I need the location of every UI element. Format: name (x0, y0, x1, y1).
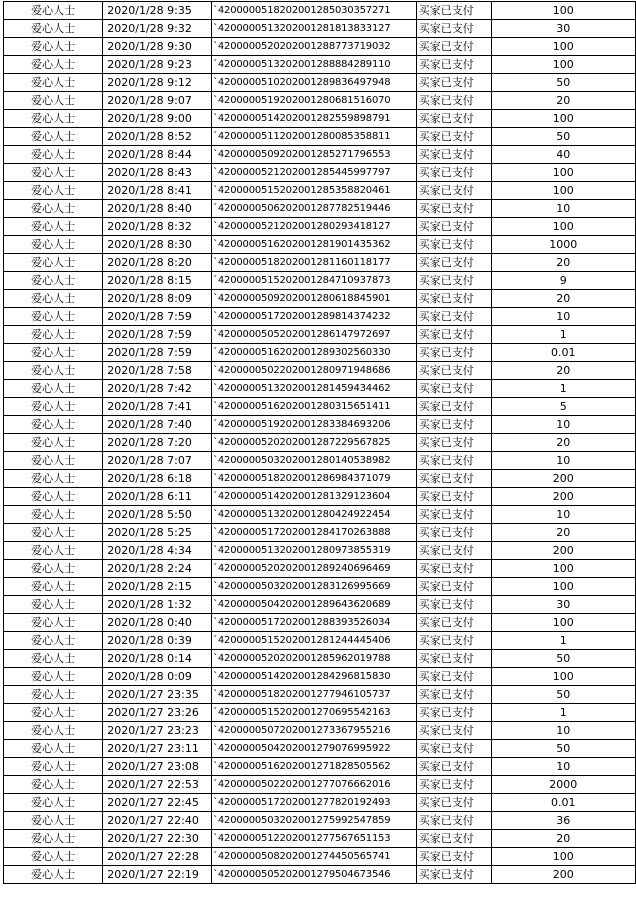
table-row (4, 830, 636, 848)
order-id-cell: `4200000517202001277820192493 (212, 794, 417, 812)
table-row (4, 2, 636, 20)
order-id-cell: `4200000520202001289240696469 (212, 560, 417, 578)
status-cell: 买家已支付 (416, 434, 491, 452)
amount-cell: 50 (491, 686, 635, 704)
time-cell: 2020/1/28 8:40 (103, 200, 212, 218)
order-id-cell: `4200000520202001285962019788 (212, 650, 417, 668)
amount-cell: 100 (491, 668, 635, 686)
order-id-cell: `4200000509202001285271796553 (212, 146, 417, 164)
table-row (4, 812, 636, 830)
time-cell: 2020/1/27 23:23 (103, 722, 212, 740)
donor-name-cell: 爱心人士 (4, 668, 103, 686)
amount-cell: 1000 (491, 236, 635, 254)
order-id-cell: `4200000516202001280315651411 (212, 398, 417, 416)
status-cell: 买家已支付 (416, 20, 491, 38)
amount-cell: 50 (491, 128, 635, 146)
donor-name-cell: 爱心人士 (4, 128, 103, 146)
donor-name-cell: 爱心人士 (4, 578, 103, 596)
time-cell: 2020/1/28 9:12 (103, 74, 212, 92)
time-cell: 2020/1/28 8:09 (103, 290, 212, 308)
amount-cell: 200 (491, 488, 635, 506)
amount-cell: 100 (491, 848, 635, 866)
table-row (4, 74, 636, 92)
status-cell: 买家已支付 (416, 470, 491, 488)
table-row (4, 254, 636, 272)
time-cell: 2020/1/28 2:15 (103, 578, 212, 596)
status-cell: 买家已支付 (416, 182, 491, 200)
table-row (4, 794, 636, 812)
table-row (4, 488, 636, 506)
status-cell: 买家已支付 (416, 128, 491, 146)
table-row (4, 614, 636, 632)
order-id-cell: `4200000516202001289302560330 (212, 344, 417, 362)
status-cell: 买家已支付 (416, 254, 491, 272)
status-cell: 买家已支付 (416, 218, 491, 236)
table-row (4, 542, 636, 560)
order-id-cell: `4200000509202001280618845901 (212, 290, 417, 308)
donor-name-cell: 爱心人士 (4, 182, 103, 200)
time-cell: 2020/1/28 8:43 (103, 164, 212, 182)
donor-name-cell: 爱心人士 (4, 722, 103, 740)
table-row (4, 686, 636, 704)
donor-name-cell: 爱心人士 (4, 488, 103, 506)
time-cell: 2020/1/27 22:30 (103, 830, 212, 848)
table-row (4, 848, 636, 866)
table-row (4, 650, 636, 668)
donor-name-cell: 爱心人士 (4, 2, 103, 20)
table-row (4, 578, 636, 596)
order-id-cell: `4200000513202001281813833127 (212, 20, 417, 38)
time-cell: 2020/1/27 22:45 (103, 794, 212, 812)
time-cell: 2020/1/28 7:07 (103, 452, 212, 470)
table-row (4, 866, 636, 884)
table-row (4, 38, 636, 56)
time-cell: 2020/1/28 7:58 (103, 362, 212, 380)
amount-cell: 10 (491, 200, 635, 218)
amount-cell: 20 (491, 92, 635, 110)
order-id-cell: `4200000506202001287782519446 (212, 200, 417, 218)
donor-name-cell: 爱心人士 (4, 560, 103, 578)
order-id-cell: `4200000515202001284710937873 (212, 272, 417, 290)
order-id-cell: `4200000518202001281160118177 (212, 254, 417, 272)
order-id-cell: `4200000517202001284170263888 (212, 524, 417, 542)
order-id-cell: `4200000521202001285445997797 (212, 164, 417, 182)
amount-cell: 100 (491, 38, 635, 56)
time-cell: 2020/1/27 23:08 (103, 758, 212, 776)
status-cell: 买家已支付 (416, 488, 491, 506)
amount-cell: 20 (491, 290, 635, 308)
table-row (4, 92, 636, 110)
time-cell: 2020/1/27 23:26 (103, 704, 212, 722)
status-cell: 买家已支付 (416, 272, 491, 290)
amount-cell: 20 (491, 830, 635, 848)
table-row (4, 668, 636, 686)
amount-cell: 100 (491, 218, 635, 236)
order-id-cell: `4200000519202001280681516070 (212, 92, 417, 110)
status-cell: 买家已支付 (416, 560, 491, 578)
amount-cell: 50 (491, 650, 635, 668)
donor-name-cell: 爱心人士 (4, 542, 103, 560)
amount-cell: 100 (491, 2, 635, 20)
time-cell: 2020/1/27 22:28 (103, 848, 212, 866)
status-cell: 买家已支付 (416, 236, 491, 254)
status-cell: 买家已支付 (416, 542, 491, 560)
amount-cell: 10 (491, 758, 635, 776)
donor-name-cell: 爱心人士 (4, 290, 103, 308)
order-id-cell: `4200000513202001288884289110 (212, 56, 417, 74)
table-row (4, 236, 636, 254)
status-cell: 买家已支付 (416, 200, 491, 218)
amount-cell: 0.01 (491, 794, 635, 812)
status-cell: 买家已支付 (416, 524, 491, 542)
order-id-cell: `4200000520202001288773719032 (212, 38, 417, 56)
status-cell: 买家已支付 (416, 380, 491, 398)
status-cell: 买家已支付 (416, 596, 491, 614)
time-cell: 2020/1/28 8:44 (103, 146, 212, 164)
status-cell: 买家已支付 (416, 290, 491, 308)
time-cell: 2020/1/28 9:30 (103, 38, 212, 56)
amount-cell: 2000 (491, 776, 635, 794)
time-cell: 2020/1/28 8:32 (103, 218, 212, 236)
status-cell: 买家已支付 (416, 110, 491, 128)
donor-name-cell: 爱心人士 (4, 38, 103, 56)
order-id-cell: `4200000520202001287229567825 (212, 434, 417, 452)
amount-cell: 50 (491, 740, 635, 758)
status-cell: 买家已支付 (416, 38, 491, 56)
status-cell: 买家已支付 (416, 830, 491, 848)
table-row (4, 326, 636, 344)
order-id-cell: `4200000518202001285030357271 (212, 2, 417, 20)
order-id-cell: `4200000502202001277076662016 (212, 776, 417, 794)
order-id-cell: `4200000514202001282559898791 (212, 110, 417, 128)
amount-cell: 200 (491, 542, 635, 560)
amount-cell: 0.01 (491, 344, 635, 362)
time-cell: 2020/1/28 0:14 (103, 650, 212, 668)
donor-name-cell: 爱心人士 (4, 362, 103, 380)
order-id-cell: `4200000515202001285358820461 (212, 182, 417, 200)
status-cell: 买家已支付 (416, 344, 491, 362)
donor-name-cell: 爱心人士 (4, 416, 103, 434)
time-cell: 2020/1/27 23:35 (103, 686, 212, 704)
order-id-cell: `4200000513202001281459434462 (212, 380, 417, 398)
order-id-cell: `4200000517202001288393526034 (212, 614, 417, 632)
status-cell: 买家已支付 (416, 848, 491, 866)
donor-name-cell: 爱心人士 (4, 776, 103, 794)
amount-cell: 20 (491, 362, 635, 380)
table-row (4, 740, 636, 758)
status-cell: 买家已支付 (416, 92, 491, 110)
time-cell: 2020/1/28 6:11 (103, 488, 212, 506)
order-id-cell: `4200000503202001280140538982 (212, 452, 417, 470)
order-id-cell: `4200000502202001280971948686 (212, 362, 417, 380)
time-cell: 2020/1/27 23:11 (103, 740, 212, 758)
table-row (4, 272, 636, 290)
status-cell: 买家已支付 (416, 326, 491, 344)
status-cell: 买家已支付 (416, 866, 491, 884)
amount-cell: 1 (491, 380, 635, 398)
table-row (4, 290, 636, 308)
table-row (4, 524, 636, 542)
donor-name-cell: 爱心人士 (4, 650, 103, 668)
time-cell: 2020/1/28 5:25 (103, 524, 212, 542)
time-cell: 2020/1/28 0:09 (103, 668, 212, 686)
table-row (4, 704, 636, 722)
amount-cell: 100 (491, 578, 635, 596)
donor-name-cell: 爱心人士 (4, 74, 103, 92)
amount-cell: 1 (491, 632, 635, 650)
donor-name-cell: 爱心人士 (4, 56, 103, 74)
order-id-cell: `4200000503202001275992547859 (212, 812, 417, 830)
amount-cell: 9 (491, 272, 635, 290)
time-cell: 2020/1/28 7:42 (103, 380, 212, 398)
time-cell: 2020/1/27 22:19 (103, 866, 212, 884)
order-id-cell: `4200000505202001279504673546 (212, 866, 417, 884)
amount-cell: 1 (491, 326, 635, 344)
donor-name-cell: 爱心人士 (4, 830, 103, 848)
donor-name-cell: 爱心人士 (4, 794, 103, 812)
time-cell: 2020/1/28 2:24 (103, 560, 212, 578)
order-id-cell: `4200000516202001281901435362 (212, 236, 417, 254)
amount-cell: 10 (491, 308, 635, 326)
donor-name-cell: 爱心人士 (4, 272, 103, 290)
status-cell: 买家已支付 (416, 758, 491, 776)
table-row (4, 596, 636, 614)
donor-name-cell: 爱心人士 (4, 308, 103, 326)
table-row (4, 128, 636, 146)
amount-cell: 1 (491, 704, 635, 722)
amount-cell: 100 (491, 560, 635, 578)
status-cell: 买家已支付 (416, 668, 491, 686)
donor-name-cell: 爱心人士 (4, 758, 103, 776)
time-cell: 2020/1/28 8:52 (103, 128, 212, 146)
table-row (4, 452, 636, 470)
donor-name-cell: 爱心人士 (4, 218, 103, 236)
order-id-cell: `4200000508202001274450565741 (212, 848, 417, 866)
order-id-cell: `4200000516202001271828505562 (212, 758, 417, 776)
donor-name-cell: 爱心人士 (4, 380, 103, 398)
status-cell: 买家已支付 (416, 416, 491, 434)
status-cell: 买家已支付 (416, 362, 491, 380)
status-cell: 买家已支付 (416, 614, 491, 632)
table-row (4, 416, 636, 434)
amount-cell: 5 (491, 398, 635, 416)
amount-cell: 10 (491, 416, 635, 434)
time-cell: 2020/1/28 8:30 (103, 236, 212, 254)
time-cell: 2020/1/28 9:35 (103, 2, 212, 20)
table-row (4, 182, 636, 200)
order-id-cell: `4200000513202001280424922454 (212, 506, 417, 524)
status-cell: 买家已支付 (416, 2, 491, 20)
table-row (4, 434, 636, 452)
order-id-cell: `4200000503202001283126995669 (212, 578, 417, 596)
table-row (4, 632, 636, 650)
table-row (4, 380, 636, 398)
order-id-cell: `4200000510202001289836497948 (212, 74, 417, 92)
amount-cell: 100 (491, 110, 635, 128)
donor-name-cell: 爱心人士 (4, 200, 103, 218)
table-row (4, 218, 636, 236)
amount-cell: 20 (491, 434, 635, 452)
time-cell: 2020/1/28 7:41 (103, 398, 212, 416)
donor-name-cell: 爱心人士 (4, 614, 103, 632)
amount-cell: 10 (491, 452, 635, 470)
donor-name-cell: 爱心人士 (4, 92, 103, 110)
time-cell: 2020/1/28 1:32 (103, 596, 212, 614)
order-id-cell: `4200000518202001277946105737 (212, 686, 417, 704)
amount-cell: 100 (491, 164, 635, 182)
order-id-cell: `4200000514202001281329123604 (212, 488, 417, 506)
amount-cell: 100 (491, 56, 635, 74)
table-body (4, 2, 636, 884)
time-cell: 2020/1/28 5:50 (103, 506, 212, 524)
order-id-cell: `4200000517202001289814374232 (212, 308, 417, 326)
table-row (4, 560, 636, 578)
time-cell: 2020/1/28 7:40 (103, 416, 212, 434)
order-id-cell: `4200000515202001270695542163 (212, 704, 417, 722)
table-row (4, 344, 636, 362)
time-cell: 2020/1/28 8:20 (103, 254, 212, 272)
time-cell: 2020/1/28 7:20 (103, 434, 212, 452)
donor-name-cell: 爱心人士 (4, 326, 103, 344)
table-row (4, 110, 636, 128)
order-id-cell: `4200000514202001284296815830 (212, 668, 417, 686)
table-row (4, 362, 636, 380)
donor-name-cell: 爱心人士 (4, 236, 103, 254)
time-cell: 2020/1/28 6:18 (103, 470, 212, 488)
amount-cell: 30 (491, 20, 635, 38)
status-cell: 买家已支付 (416, 686, 491, 704)
donor-name-cell: 爱心人士 (4, 470, 103, 488)
order-id-cell: `4200000511202001280085358811 (212, 128, 417, 146)
donor-name-cell: 爱心人士 (4, 146, 103, 164)
amount-cell: 200 (491, 866, 635, 884)
table-row (4, 164, 636, 182)
table-row (4, 758, 636, 776)
order-id-cell: `4200000513202001280973855319 (212, 542, 417, 560)
status-cell: 买家已支付 (416, 398, 491, 416)
order-id-cell: `4200000518202001286984371079 (212, 470, 417, 488)
order-id-cell: `4200000504202001279076995922 (212, 740, 417, 758)
donor-name-cell: 爱心人士 (4, 740, 103, 758)
time-cell: 2020/1/28 8:15 (103, 272, 212, 290)
status-cell: 买家已支付 (416, 704, 491, 722)
donor-name-cell: 爱心人士 (4, 452, 103, 470)
time-cell: 2020/1/28 0:39 (103, 632, 212, 650)
table-row (4, 56, 636, 74)
time-cell: 2020/1/28 8:41 (103, 182, 212, 200)
donor-name-cell: 爱心人士 (4, 164, 103, 182)
status-cell: 买家已支付 (416, 308, 491, 326)
donor-name-cell: 爱心人士 (4, 344, 103, 362)
status-cell: 买家已支付 (416, 578, 491, 596)
status-cell: 买家已支付 (416, 776, 491, 794)
status-cell: 买家已支付 (416, 146, 491, 164)
table-row (4, 470, 636, 488)
amount-cell: 20 (491, 254, 635, 272)
amount-cell: 50 (491, 74, 635, 92)
status-cell: 买家已支付 (416, 740, 491, 758)
donor-name-cell: 爱心人士 (4, 20, 103, 38)
status-cell: 买家已支付 (416, 632, 491, 650)
donor-name-cell: 爱心人士 (4, 704, 103, 722)
time-cell: 2020/1/28 4:34 (103, 542, 212, 560)
time-cell: 2020/1/28 9:23 (103, 56, 212, 74)
order-id-cell: `4200000521202001280293418127 (212, 218, 417, 236)
status-cell: 买家已支付 (416, 506, 491, 524)
donor-name-cell: 爱心人士 (4, 524, 103, 542)
order-id-cell: `4200000519202001283384693206 (212, 416, 417, 434)
donor-name-cell: 爱心人士 (4, 848, 103, 866)
table-row (4, 146, 636, 164)
donor-name-cell: 爱心人士 (4, 632, 103, 650)
status-cell: 买家已支付 (416, 794, 491, 812)
time-cell: 2020/1/28 7:59 (103, 326, 212, 344)
status-cell: 买家已支付 (416, 74, 491, 92)
status-cell: 买家已支付 (416, 650, 491, 668)
time-cell: 2020/1/28 9:32 (103, 20, 212, 38)
amount-cell: 100 (491, 614, 635, 632)
time-cell: 2020/1/28 7:59 (103, 344, 212, 362)
table-row (4, 776, 636, 794)
order-id-cell: `4200000507202001273367955216 (212, 722, 417, 740)
status-cell: 买家已支付 (416, 452, 491, 470)
donor-name-cell: 爱心人士 (4, 506, 103, 524)
amount-cell: 10 (491, 506, 635, 524)
amount-cell: 200 (491, 470, 635, 488)
table-row (4, 398, 636, 416)
time-cell: 2020/1/27 22:40 (103, 812, 212, 830)
donor-name-cell: 爱心人士 (4, 866, 103, 884)
status-cell: 买家已支付 (416, 722, 491, 740)
donor-name-cell: 爱心人士 (4, 434, 103, 452)
table-row (4, 506, 636, 524)
donor-name-cell: 爱心人士 (4, 686, 103, 704)
donor-name-cell: 爱心人士 (4, 254, 103, 272)
order-id-cell: `4200000505202001286147972697 (212, 326, 417, 344)
amount-cell: 100 (491, 182, 635, 200)
donor-name-cell: 爱心人士 (4, 596, 103, 614)
time-cell: 2020/1/28 0:40 (103, 614, 212, 632)
time-cell: 2020/1/28 9:00 (103, 110, 212, 128)
table-row (4, 308, 636, 326)
order-id-cell: `4200000515202001281244445406 (212, 632, 417, 650)
table-row (4, 722, 636, 740)
table-row (4, 20, 636, 38)
time-cell: 2020/1/27 22:53 (103, 776, 212, 794)
time-cell: 2020/1/28 7:59 (103, 308, 212, 326)
donor-name-cell: 爱心人士 (4, 398, 103, 416)
status-cell: 买家已支付 (416, 56, 491, 74)
status-cell: 买家已支付 (416, 812, 491, 830)
amount-cell: 10 (491, 722, 635, 740)
status-cell: 买家已支付 (416, 164, 491, 182)
donation-table (3, 1, 636, 884)
amount-cell: 20 (491, 524, 635, 542)
donor-name-cell: 爱心人士 (4, 110, 103, 128)
table-row (4, 200, 636, 218)
amount-cell: 36 (491, 812, 635, 830)
time-cell: 2020/1/28 9:07 (103, 92, 212, 110)
order-id-cell: `4200000504202001289643620689 (212, 596, 417, 614)
order-id-cell: `4200000512202001277567651153 (212, 830, 417, 848)
amount-cell: 40 (491, 146, 635, 164)
amount-cell: 30 (491, 596, 635, 614)
donor-name-cell: 爱心人士 (4, 812, 103, 830)
